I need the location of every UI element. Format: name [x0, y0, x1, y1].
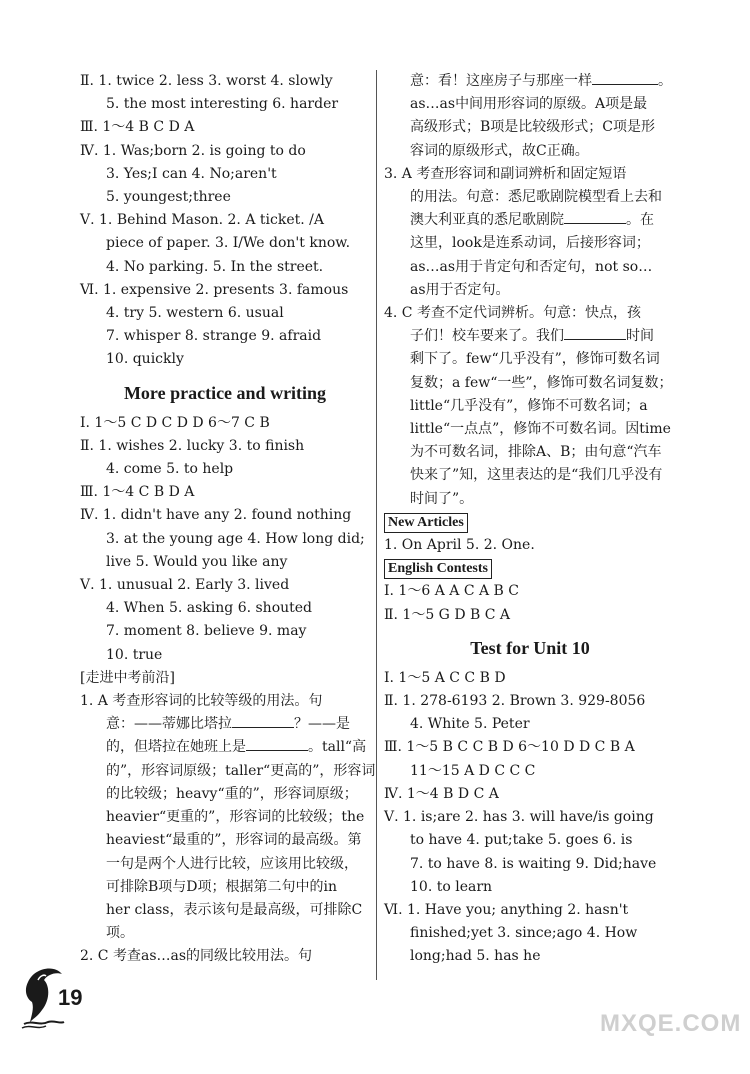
english-contests-label: English Contests — [384, 557, 676, 580]
section-heading: Test for Unit 10 — [470, 637, 590, 658]
answer-blank — [564, 211, 626, 224]
explanation-line: 3. A 考查形容词和副词辨析和固定短语 — [384, 165, 627, 182]
answer-blank — [232, 715, 294, 728]
answer-line: Ⅱ. 1. twice 2. less 3. worst 4. slowly — [80, 73, 333, 89]
explanation-line: as…as用于肯定句和否定句，not so… — [410, 258, 653, 275]
answer-line: finished;yet 3. since;ago 4. How — [410, 925, 638, 942]
explanation-line: 2. C 考查as…as的同级比较用法。句 — [80, 948, 313, 965]
new-articles-label: New Articles — [384, 511, 676, 534]
section-label: [走进中考前沿] — [80, 669, 175, 686]
answer-line: live 5. Would you like any — [106, 553, 288, 570]
answer-line: 10. to learn — [410, 878, 493, 895]
answer-line: Ⅴ. 1. is;are 2. has 3. will have/is going — [384, 809, 654, 826]
answer-line: Ⅴ. 1. Behind Mason. 2. A ticket. /A — [80, 212, 324, 229]
answer-line: 11～15 A D C C C — [410, 762, 536, 779]
answer-line: Ⅴ. 1. unusual 2. Early 3. lived — [80, 577, 290, 594]
answer-line: piece of paper. 3. I/We don't know. — [106, 235, 351, 252]
answer-line: Ⅰ. 1～6 A A C A B C — [384, 583, 519, 600]
explanation-line: 复数；a few“一些”，修饰可数名词复数； — [410, 374, 673, 391]
answer-line: Ⅱ. 1. wishes 2. lucky 3. to finish — [80, 437, 305, 454]
explanation-line: 剩下了。few“几乎没有”，修饰可数名词 — [410, 351, 660, 368]
explanation-line: 这里，look是连系动词，后接形容词； — [410, 235, 650, 252]
answer-line: Ⅲ. 1～5 B C C B D 6～10 D D C B A — [384, 739, 635, 756]
answer-line: 7. to have 8. is waiting 9. Did;have — [410, 855, 657, 872]
answer-line: 7. moment 8. believe 9. may — [106, 623, 307, 640]
explanation-line: 可排除B项与D项；根据第二句中的in — [106, 878, 338, 895]
explanation-line: 高级形式；B项是比较级形式；C项是形 — [410, 119, 655, 136]
answer-line: Ⅳ. 1. didn't have any 2. found nothing — [80, 507, 352, 524]
answer-line: Ⅰ. 1～5 A C C B D — [384, 669, 506, 686]
explanation-line: 时间了”。 — [410, 490, 474, 507]
answer-line: Ⅰ. 1～5 C D C D D 6～7 C B — [80, 414, 270, 431]
explanation-line: 的用法。句意：悉尼歌剧院模型看上去和 — [410, 189, 662, 206]
answer-blank — [564, 327, 626, 340]
explanation-line: 1. A 考查形容词的比较等级的用法。句 — [80, 693, 323, 710]
right-column — [384, 70, 676, 969]
answer-line: 4. No parking. 5. In the street. — [106, 258, 324, 275]
explanation-line: 澳大利亚真的悉尼歌剧院 。在 — [410, 212, 654, 229]
explanation-line: 项。 — [106, 925, 134, 942]
answer-line: Ⅳ. 1. Was;born 2. is going to do — [80, 142, 306, 159]
answer-line: 4. try 5. western 6. usual — [106, 305, 284, 322]
left-column — [80, 70, 376, 969]
explanation-line: 意：看！这座房子与那座一样 。 — [410, 73, 672, 89]
explanation-line: 一句是两个人进行比较，应该用比较级， — [106, 855, 358, 872]
answer-line: Ⅵ. 1. expensive 2. presents 3. famous — [80, 281, 349, 298]
answer-line: Ⅱ. 1. 278-6193 2. Brown 3. 929-8056 — [384, 693, 646, 710]
answer-line: Ⅳ. 1～4 B D C A — [384, 785, 499, 802]
explanation-line: 4. C 考查不定代词辨析。句意：快点，孩 — [384, 305, 641, 322]
answer-line: 1. On April 5. 2. One. — [384, 537, 535, 554]
explanation-line: 意：——蒂娜比塔拉 ？——是 — [106, 716, 350, 733]
answer-line: Ⅲ. 1～4 C B D A — [80, 484, 195, 501]
explanation-line: 的比较级；heavy“重的”，形容词原级； — [106, 785, 358, 802]
answer-line: 5. youngest;three — [106, 189, 231, 206]
answer-line: Ⅵ. 1. Have you; anything 2. hasn't — [384, 901, 629, 918]
explanation-line: heaviest“最重的”，形容词的最高级。第 — [106, 832, 362, 849]
explanation-line: as…as中间用形容词的原级。A项是最 — [410, 96, 648, 113]
answer-line: 4. When 5. asking 6. shouted — [106, 600, 313, 617]
answer-blank — [246, 738, 308, 751]
answer-blank — [592, 72, 658, 85]
explanation-line: 为不可数名词，排除A、B；由句意“汽车 — [410, 444, 662, 461]
answer-line: 3. Yes;I can 4. No;aren't — [106, 165, 277, 182]
explanation-line: little“几乎没有”，修饰不可数名词；a — [410, 397, 648, 414]
answer-line: 7. whisper 8. strange 9. afraid — [106, 328, 322, 345]
answer-line: long;had 5. has he — [410, 948, 541, 965]
explanation-line: 的，但塔拉在她班上是 。tall“高 — [106, 739, 367, 756]
explanation-line: 快来了”知，这里表达的是“我们几乎没有 — [410, 467, 663, 484]
section-heading: More practice and writing — [123, 382, 327, 403]
explanation-line: 的”，形容词原级；taller“更高的”，形容词 — [106, 762, 376, 779]
explanation-line: her class，表示该句是最高级，可排除C — [106, 901, 363, 918]
answer-line: 4. come 5. to help — [106, 461, 234, 478]
answer-line: to have 4. put;take 5. goes 6. is — [410, 832, 633, 849]
column-divider — [376, 70, 377, 980]
explanation-line: as用于否定句。 — [410, 281, 510, 298]
answer-line: 10. true — [106, 646, 163, 663]
answer-line: 3. at the young age 4. How long did; — [106, 530, 365, 547]
answer-line: 4. White 5. Peter — [410, 716, 530, 733]
explanation-line: 子们！校车要来了。我们 时间 — [410, 328, 654, 345]
explanation-line: heavier“更重的”，形容词的比较级；the — [106, 809, 365, 826]
answer-line: Ⅱ. 1～5 G D B C A — [384, 606, 510, 623]
explanation-line: little“一点点”，修饰不可数名词。因time — [410, 421, 671, 438]
watermark: MXQE.COM — [600, 1010, 742, 1037]
page-number: 19 — [58, 985, 83, 1010]
answer-line: Ⅲ. 1～4 B C D A — [80, 119, 195, 136]
answer-line: 10. quickly — [106, 351, 184, 368]
answer-line: 5. the most interesting 6. harder — [106, 96, 339, 113]
explanation-line: 容词的原级形式，故C正确。 — [410, 142, 589, 159]
